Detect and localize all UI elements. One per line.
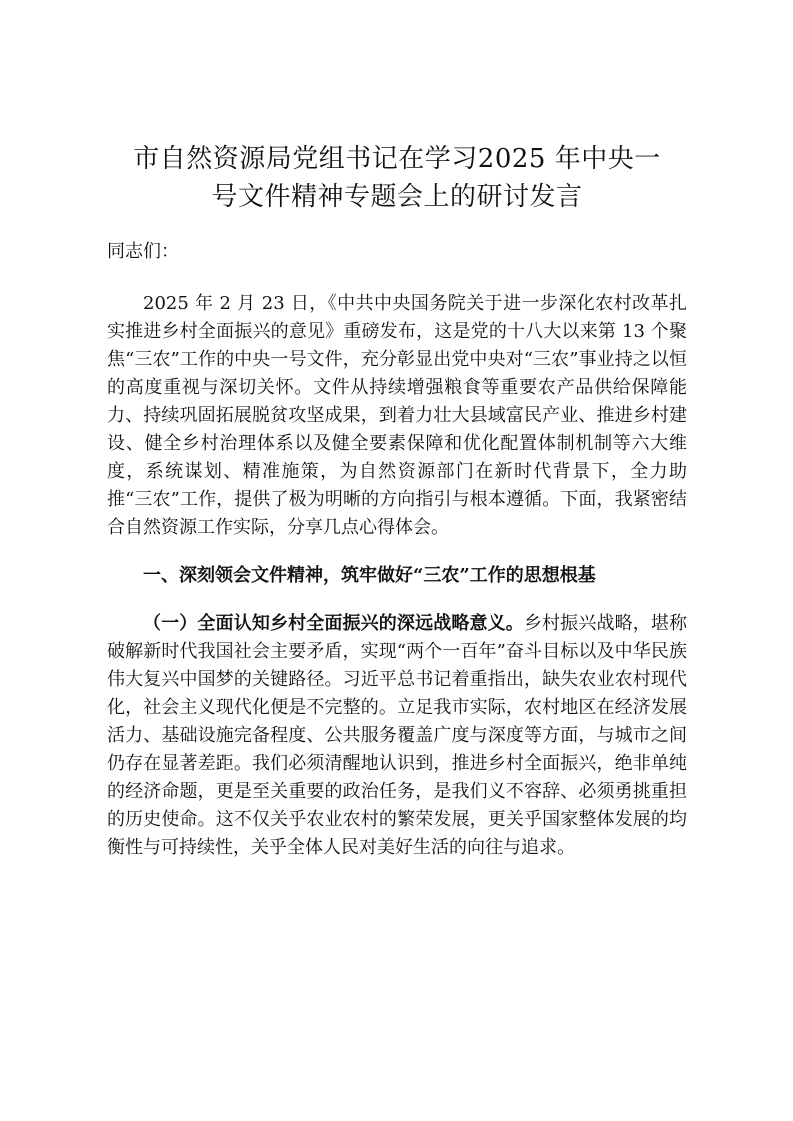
document-title [107,140,687,216]
section-heading-1: 一、深刻领会文件精神，筑牢做好“三农”工作的思想根基 [143,565,596,586]
subsection-body-1: 乡村振兴战略，堪称破解新时代我国社会主要矛盾，实现“两个一百年”奋斗目标以及中华民族伟大复兴中国梦的关键路径。习近平总书记着重指出，缺失农业农村现代化，社会主义现代化便是不完整的。立足我市实际，农村地区在经济发展活力、基础设施完备程度、公共服务覆盖广度与深度等方面，与城市之间仍存在显著差距。我们必须清醒地认识到，推进乡村全面振兴，绝非单纯的经济命题，更是至关重要的政治任务，是我们义不容辞、必须勇挑重担的历史使命。这不仅关乎农业农村的繁荣发展，更关乎国家整体发展的均衡性与可持续性，关乎全体人民对美好生活的向往与追求。 [107,613,688,858]
salutation: 同志们： [107,241,179,262]
title-line-1: 市自然资源局党组书记在学习2025 年中央一 [133,144,661,174]
paragraph-intro: 2025 年 2 月 23 日，《中共中央国务院关于进一步深化农村改革扎实推进乡村全面振兴的意见》重磅发布，这是党的十八大以来第 13 个聚焦“三农”工作的中央一号文件，充分彰显出党中央对“三农”事业持之以恒的高度重视与深切关怀。文件从持续增强粮食等重要农产品供给保障能力、持续巩固拓展脱贫攻坚成果，到着力壮大县域富民产业、推进乡村建设、健全乡村治理体系以及健全要素保障和优化配置体制机制等六大维度，系统谋划、精准施策，为自然资源部门在新时代背景下，全力助推“三农”工作，提供了极为明晰的方向指引与根本遵循。下面，我紧密结合自然资源工作实际，分享几点心得体会。 [107,293,687,538]
subsection-lead-1: （一）全面认知乡村全面振兴的深远战略意义。 [143,613,524,634]
paragraph-subsection-1 [107,610,687,862]
document-body [107,140,687,862]
title-line-2: 号文件精神专题会上的研讨发言 [211,182,583,212]
